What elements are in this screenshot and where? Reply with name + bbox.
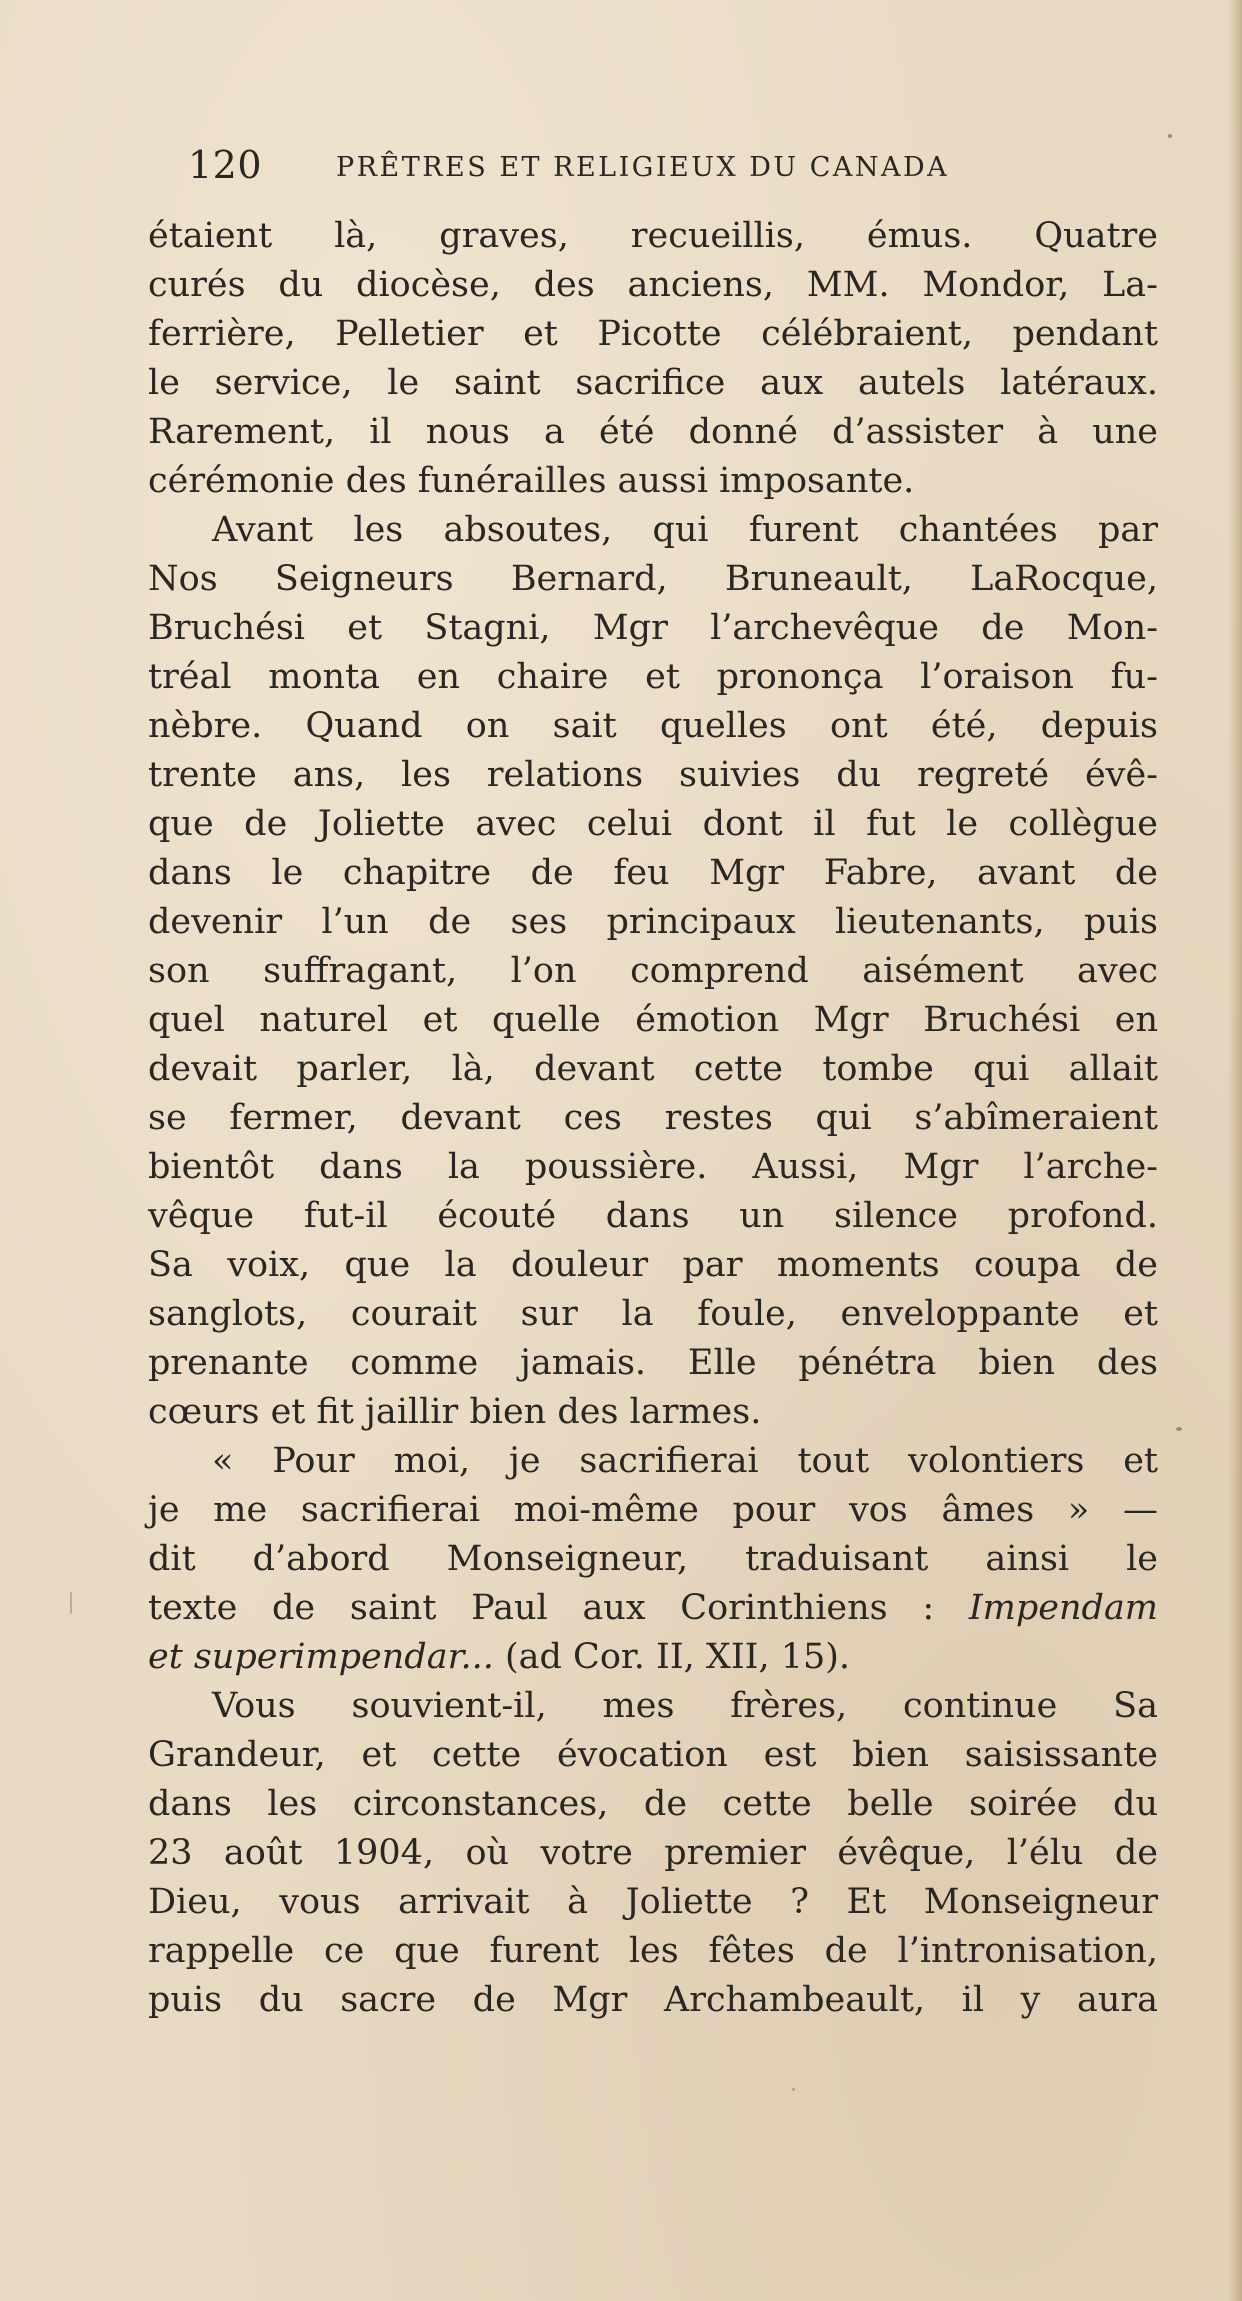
latin-quote: et superimpendar...	[148, 1637, 494, 1677]
paper-speck	[1176, 1427, 1182, 1431]
text-line-with-quote	[148, 1584, 1158, 1633]
text-line: Dieu, vous arrivait à Joliette ? Et Monseigneur	[148, 1882, 1158, 1922]
text-line-with-quote	[148, 1633, 1158, 1682]
text-line: Avant les absoutes, qui furent chantées par	[212, 510, 1158, 550]
text-line: curés du diocèse, des anciens, MM. Mondor, La-	[148, 265, 1158, 305]
text-line: rappelle ce que furent les fêtes de l’intronisation,	[148, 1931, 1158, 1971]
text-line: nèbre. Quand on sait quelles ont été, depuis	[148, 706, 1158, 746]
text-line: dans les circonstances, de cette belle soirée du	[148, 1784, 1158, 1824]
text-line: prenante comme jamais. Elle pénétra bien des	[148, 1343, 1158, 1383]
page-header	[188, 140, 1068, 190]
text-line: cérémonie des funérailles aussi imposante.	[148, 461, 915, 501]
text-line: Grandeur, et cette évocation est bien saisissante	[148, 1735, 1158, 1775]
text-line: tréal monta en chaire et prononça l’oraison fu-	[148, 657, 1158, 697]
text-line: son suffragant, l’on comprend aisément avec	[148, 951, 1158, 991]
text-line: sanglots, courait sur la foule, enveloppante et	[148, 1294, 1158, 1334]
text-line: Vous souvient-il, mes frères, continue Sa	[212, 1686, 1158, 1726]
page-number: 120	[188, 143, 263, 187]
text-line: étaient là, graves, recueillis, émus. Quatre	[148, 216, 1158, 256]
text-line: Sa voix, que la douleur par moments coupa de	[148, 1245, 1158, 1285]
text-line: puis du sacre de Mgr Archambeault, il y aura	[148, 1980, 1158, 2020]
paper-speck	[792, 2088, 795, 2091]
text-line: Rarement, il nous a été donné d’assister à une	[148, 412, 1158, 452]
text-line: se fermer, devant ces restes qui s’abîmeraient	[148, 1098, 1158, 1138]
page-edge-shadow	[1228, 0, 1242, 2301]
text-line: bientôt dans la poussière. Aussi, Mgr l’arche-	[148, 1147, 1158, 1187]
text-line: devait parler, là, devant cette tombe qui allait	[148, 1049, 1158, 1089]
text-line: quel naturel et quelle émotion Mgr Bruchési en	[148, 1000, 1158, 1040]
latin-quote: Impendam	[968, 1588, 1158, 1628]
text-line: dans le chapitre de feu Mgr Fabre, avant de	[148, 853, 1158, 893]
text-segment: texte de saint Paul aux Corinthiens :	[148, 1588, 935, 1628]
text-line: cœurs et fit jaillir bien des larmes.	[148, 1392, 762, 1432]
scripture-reference: (ad Cor. II, XII, 15).	[504, 1637, 851, 1677]
text-line: « Pour moi, je sacrifierai tout volontiers et	[212, 1441, 1158, 1481]
paper-speck	[70, 1592, 72, 1614]
text-line: devenir l’un de ses principaux lieutenants, puis	[148, 902, 1158, 942]
text-line: dit d’abord Monseigneur, traduisant ainsi le	[148, 1539, 1158, 1579]
text-line: trente ans, les relations suivies du regreté évê-	[148, 755, 1158, 795]
text-line: 23 août 1904, où votre premier évêque, l’élu de	[148, 1833, 1158, 1873]
text-line: Bruchési et Stagni, Mgr l’archevêque de Mon-	[148, 608, 1158, 648]
body-text	[148, 212, 1158, 2025]
text-line: le service, le saint sacrifice aux autels latéraux.	[148, 363, 1158, 403]
text-line: vêque fut-il écouté dans un silence profond.	[148, 1196, 1158, 1236]
text-line: Nos Seigneurs Bernard, Bruneault, LaRocque,	[148, 559, 1158, 599]
running-title: PRÊTRES ET RELIGIEUX DU CANADA	[336, 152, 950, 183]
text-line: je me sacrifierai moi-même pour vos âmes » —	[148, 1490, 1158, 1530]
text-line: que de Joliette avec celui dont il fut le collègue	[148, 804, 1158, 844]
text-line: ferrière, Pelletier et Picotte célébraient, pendant	[148, 314, 1158, 354]
paper-speck	[1168, 134, 1172, 138]
